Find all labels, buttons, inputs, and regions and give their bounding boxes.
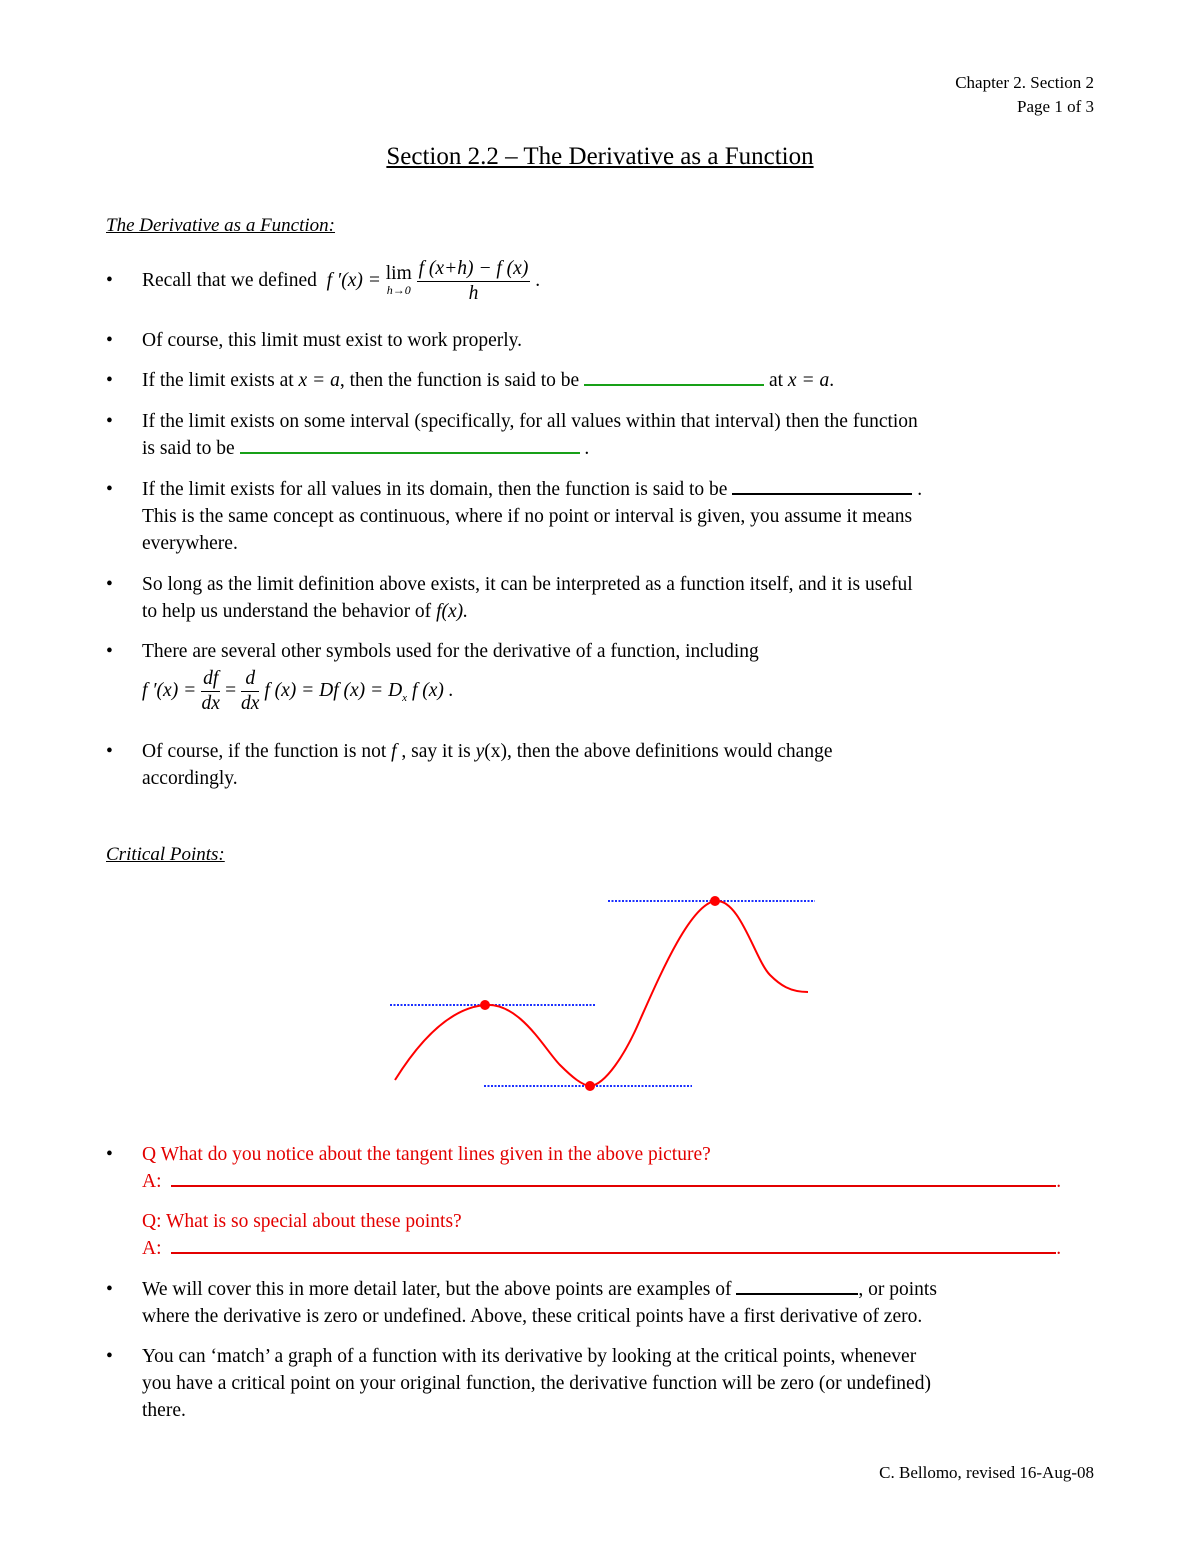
text: Recall that we defined	[142, 269, 317, 291]
question-2: Q: What is so special about these points?	[142, 1211, 462, 1232]
answer-2-label: A:	[142, 1238, 162, 1259]
text: If the limit exists for all values in its domain, then the function is said to be . This is the same concept as continuous, where if no point or interval is given, you assume it means everywhere.	[142, 479, 923, 554]
bullet-icon: •	[106, 574, 113, 595]
bullet-icon: •	[106, 270, 113, 291]
answer-1-label: A:	[142, 1171, 162, 1192]
question-block: Q: What is so special about these points? A: .	[142, 1211, 1062, 1259]
derivative-notation: f ′(x) = $\frac{df}{dx}$ = $\frac{d}{dx}$ f (x) = Df $(x) = D_x$ f (x) .	[142, 668, 454, 714]
answer-2-line[interactable]	[171, 1236, 1056, 1254]
critical-points-figure	[0, 880, 1200, 1110]
text: If the limit exists at x = a, then the function is said to be at x = a.	[142, 370, 835, 391]
answer-1-line[interactable]	[171, 1169, 1056, 1187]
bullet-icon: •	[106, 1346, 113, 1367]
text: There are several other symbols used for the derivative of a function, including	[142, 641, 759, 662]
bullet-icon: •	[106, 370, 113, 391]
critical-point-local-max	[480, 1000, 490, 1010]
answer-blank[interactable]	[240, 436, 580, 454]
bullet-icon: •	[106, 330, 113, 351]
section-heading-critical-points: Critical Points:	[106, 844, 225, 865]
bullet-icon: •	[106, 1279, 113, 1300]
footer-credit: C. Bellomo, revised 16-Aug-08	[879, 1463, 1094, 1482]
header-page: Page 1 of 3	[1017, 97, 1094, 116]
difference-quotient: $\frac{f (x+h) - f (x)}{h}$	[418, 258, 529, 304]
function-curve	[395, 901, 808, 1086]
bullet-icon: •	[106, 741, 113, 762]
text: So long as the limit definition above exists, it can be interpreted as a function itself, and it is useful to help us understand the behavior of f(x).	[142, 574, 913, 622]
limit-operator: lim h→0	[385, 262, 412, 297]
text: We will cover this in more detail later, but the above points are examples of , or points where the derivative is zero or undefined. Above, these critical points have a first derivative of zero.	[142, 1279, 937, 1327]
question-1: Q What do you notice about the tangent lines given in the above picture?	[142, 1144, 711, 1165]
answer-blank[interactable]	[736, 1277, 858, 1295]
text: If the limit exists on some interval (specifically, for all values within that interval) then the function is said to be .	[142, 411, 918, 459]
question-block: Q What do you notice about the tangent lines given in the above picture? A: .	[142, 1144, 1062, 1192]
bullet-icon: •	[106, 1144, 113, 1165]
text: Of course, this limit must exist to work properly.	[142, 330, 523, 351]
math-expression: f ′(x) =	[326, 269, 381, 291]
bullet-icon: •	[106, 479, 113, 500]
text: You can ‘match’ a graph of a function with its derivative by looking at the critical points, whenever you have a critical point on your original function, the derivative function will be zero (or undefined) there.	[142, 1346, 931, 1421]
answer-blank[interactable]	[732, 477, 912, 495]
page-title: Section 2.2 – The Derivative as a Function	[386, 143, 814, 170]
critical-point-local-min	[585, 1081, 595, 1091]
section-heading-derivative: The Derivative as a Function:	[106, 215, 336, 236]
critical-point-global-max	[710, 896, 720, 906]
bullet-icon: •	[106, 641, 113, 662]
bullet-icon: •	[106, 411, 113, 432]
answer-blank[interactable]	[584, 368, 764, 386]
text: Of course, if the function is not f , say it is y(x), then the above definitions would change accordingly.	[142, 741, 833, 789]
header-chapter: Chapter 2. Section 2	[955, 73, 1094, 92]
